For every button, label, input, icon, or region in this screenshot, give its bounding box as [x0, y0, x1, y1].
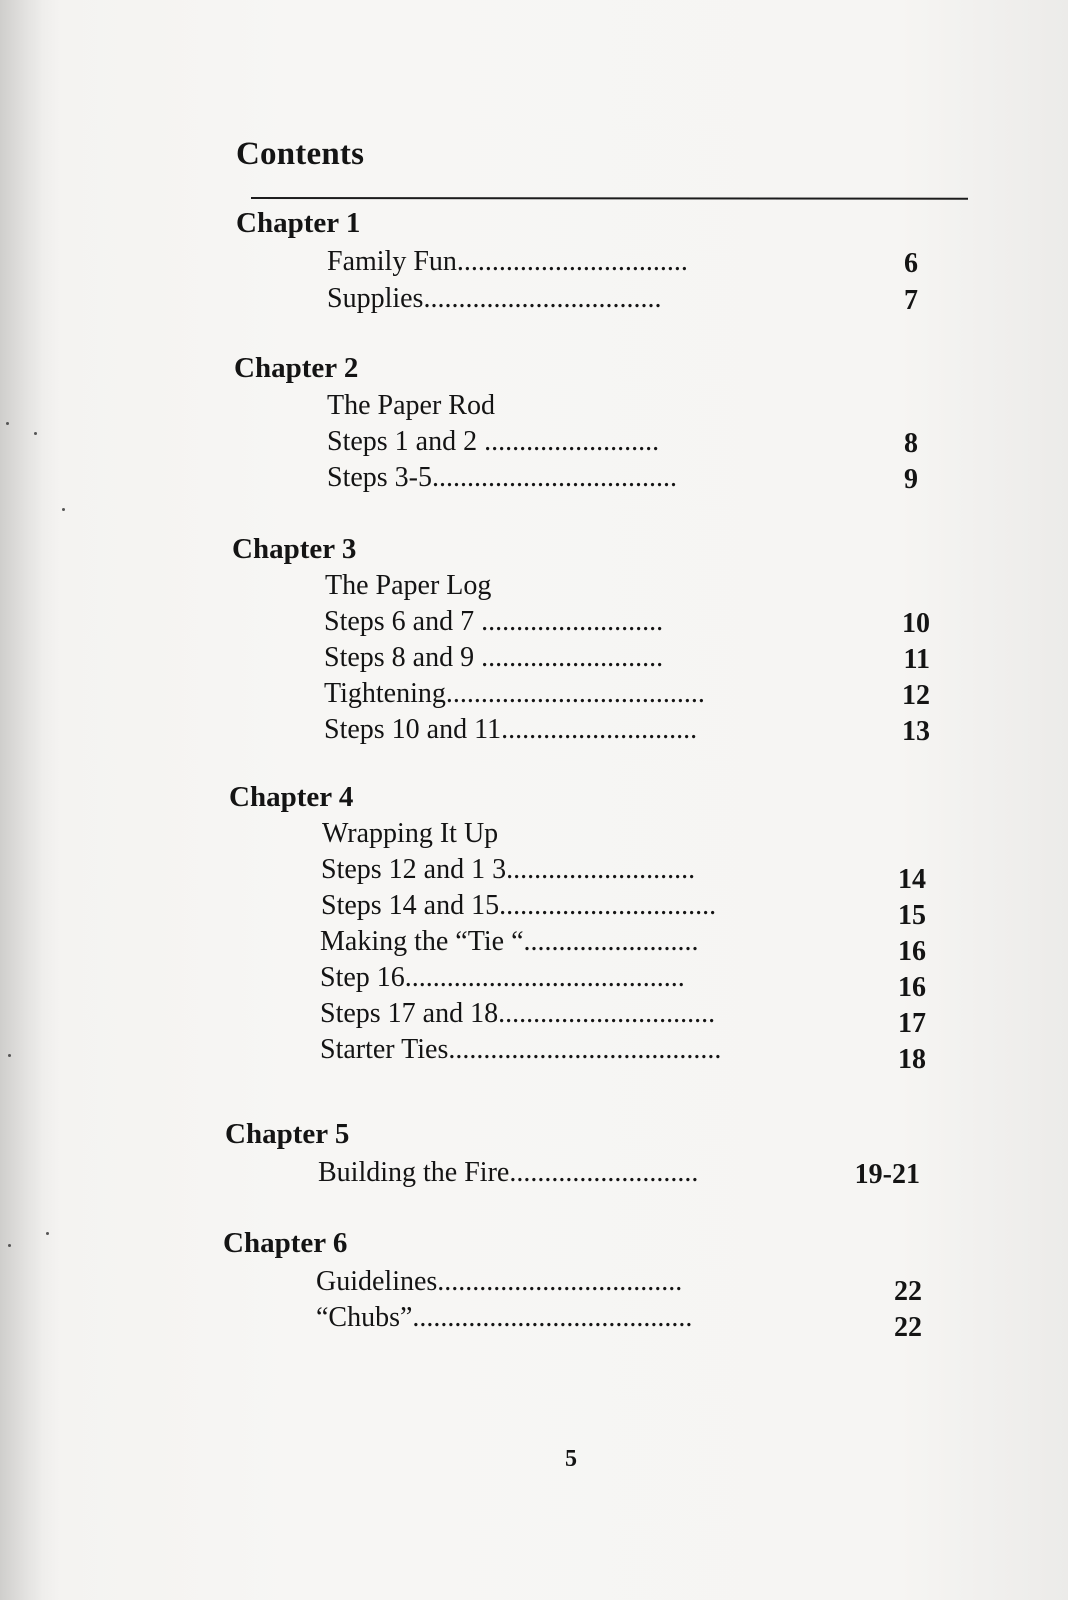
toc-entry-label: Steps 12 and 1 3........................... — [321, 854, 696, 885]
scan-speck — [62, 508, 65, 511]
toc-entry-page: 9 — [904, 464, 918, 495]
chapter-heading: Chapter 5 — [225, 1118, 350, 1150]
chapter-subtitle: The Paper Log — [325, 570, 492, 601]
toc-entry-label: Steps 17 and 18............................... — [320, 998, 716, 1029]
toc-entry-page: 18 — [898, 1044, 926, 1075]
toc-entry-label: Family Fun................................. — [327, 246, 688, 277]
toc-entry-page: 16 — [898, 936, 926, 967]
page-spine-shadow — [0, 0, 42, 1600]
toc-entry-label: Building the Fire........................... — [318, 1157, 699, 1188]
toc-entry-page: 14 — [898, 864, 926, 895]
toc-entry-page: 11 — [903, 644, 930, 675]
toc-entry-page: 15 — [898, 900, 926, 931]
chapter-heading: Chapter 4 — [229, 781, 354, 813]
toc-entry-label: Steps 10 and 11............................ — [324, 714, 698, 745]
toc-entry-page: 13 — [902, 716, 930, 747]
scan-speck — [46, 1232, 49, 1235]
toc-entry-label: Steps 8 and 9 .......................... — [324, 642, 664, 673]
toc-entry-page: 8 — [904, 428, 918, 459]
chapter-heading: Chapter 2 — [234, 352, 359, 384]
toc-entry-page: 22 — [894, 1312, 922, 1343]
toc-entry-page: 6 — [904, 248, 918, 279]
chapter-subtitle: The Paper Rod — [327, 390, 495, 421]
toc-entry-label: Tightening..................................... — [324, 678, 705, 709]
toc-entry-label: “Chubs”........................................ — [316, 1302, 693, 1333]
scan-speck — [8, 1244, 11, 1247]
toc-entry-label: Steps 14 and 15............................... — [321, 890, 717, 921]
toc-entry-label: Steps 3-5................................... — [327, 462, 677, 493]
chapter-heading: Chapter 3 — [232, 533, 357, 565]
toc-entry-page: 10 — [902, 608, 930, 639]
toc-entry-page: 22 — [894, 1276, 922, 1307]
toc-entry-page: 17 — [898, 1008, 926, 1039]
scan-speck — [6, 422, 9, 425]
toc-entry-label: Guidelines................................... — [316, 1266, 683, 1297]
toc-entry-label: Steps 6 and 7 .......................... — [324, 606, 664, 637]
toc-entry-page: 16 — [898, 972, 926, 1003]
toc-entry-page: 19-21 — [854, 1159, 920, 1190]
page-number: 5 — [565, 1446, 577, 1472]
toc-entry-page: 12 — [902, 680, 930, 711]
toc-entry-label: Steps 1 and 2 ......................... — [327, 426, 660, 457]
contents-heading: Contents — [236, 136, 365, 172]
toc-entry-label: Supplies.................................. — [327, 283, 662, 314]
scan-speck — [8, 1054, 11, 1057]
chapter-subtitle: Wrapping It Up — [322, 818, 499, 849]
scan-speck — [34, 432, 37, 435]
heading-rule — [251, 197, 968, 200]
chapter-heading: Chapter 1 — [236, 207, 361, 239]
toc-entry-label: Step 16........................................ — [320, 962, 685, 993]
toc-entry-page: 7 — [904, 285, 918, 316]
toc-entry-label: Making the “Tie “......................... — [320, 926, 699, 957]
toc-entry-label: Starter Ties....................................... — [320, 1034, 722, 1065]
chapter-heading: Chapter 6 — [223, 1227, 348, 1259]
